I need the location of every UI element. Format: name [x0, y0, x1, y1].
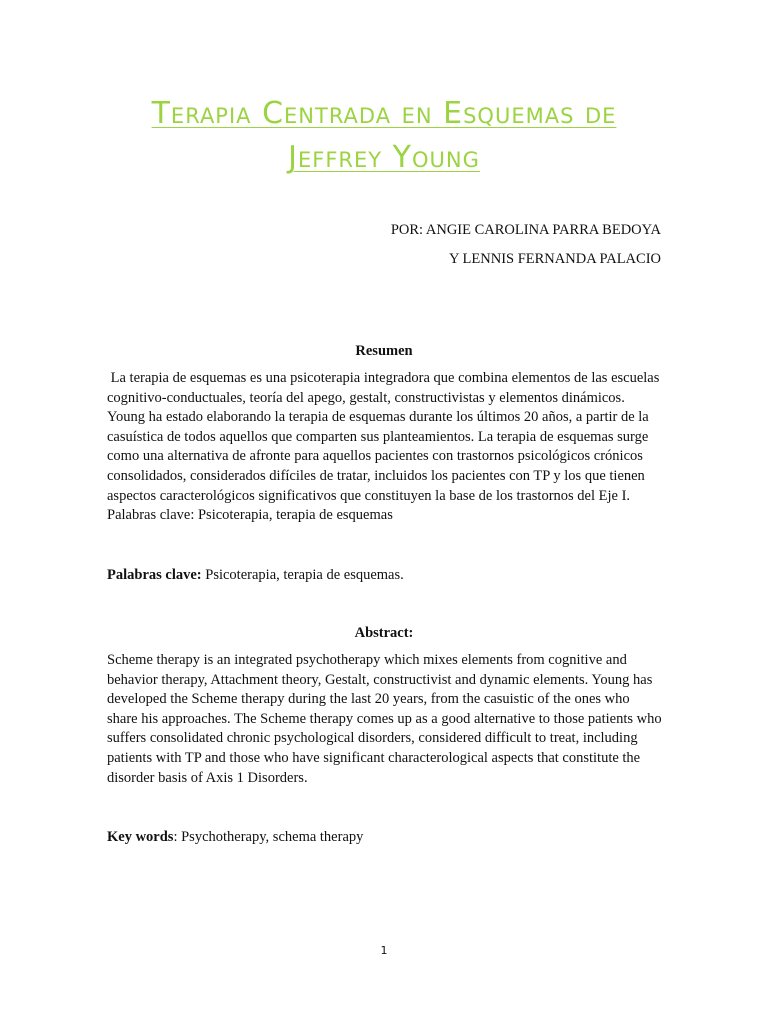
page-number: 1 [380, 944, 388, 957]
author-line-2: Y LENNIS FERNANDA PALACIO [448, 251, 661, 267]
key-words [107, 828, 363, 846]
author-line-1: POR: ANGIE CAROLINA PARRA BEDOYA [390, 222, 661, 238]
resumen-body: La terapia de esquemas es una psicoterapia integradora que combina elementos de las escuelas cognitivo-conductuales, teoría del apego, gestalt, constructivistas y elementos dinámicos. Young ha estado elaborando la terapia de esquemas durante los últimos 20 años, a partir de la casuística de todos aquellos que comparten sus planteamientos. La terapia de esquemas surge como una alternativa de afronte para aquellos pacientes con trastornos psicológicos crónicos consolidados, considerados difíciles de tratar, incluidos los pacientes con TP y los que tienen aspectos caracterológicos significativos que constituyen la base de los trastornos del Eje I. Palabras clave: Psicoterapia, terapia de esquemas [107, 370, 664, 524]
resumen-heading: Resumen [355, 343, 413, 359]
title-line-2 [0, 140, 768, 176]
palabras-clave-value: Psicoterapia, terapia de esquemas. [201, 567, 404, 583]
palabras-clave [107, 566, 404, 584]
palabras-clave-label: Palabras clave: [107, 567, 202, 583]
abstract-heading: Abstract: [354, 625, 414, 641]
abstract-body: Scheme therapy is an integrated psychotherapy which mixes elements from cognitive and behavior therapy, Attachment theory, Gestalt, constructivist and dynamic elements. Young has developed the Scheme therapy during the last 20 years, from the casuistic of the ones who share his approaches. The Scheme therapy comes up as a good alternative to those patients who suffers consolidated chronic psychological disorders, considered difficult to treat, including patients with TP and those who have significant characterological aspects that constitute the disorder basis of Axis 1 Disorders. [107, 652, 662, 786]
title-text-2: Jeffrey Young [288, 140, 480, 175]
key-words-value: : Psychotherapy, schema therapy [173, 829, 364, 845]
key-words-label: Key words [107, 829, 174, 845]
title-line-1 [0, 96, 768, 132]
title-text-1: Terapia Centrada en Esquemas de [151, 96, 617, 131]
